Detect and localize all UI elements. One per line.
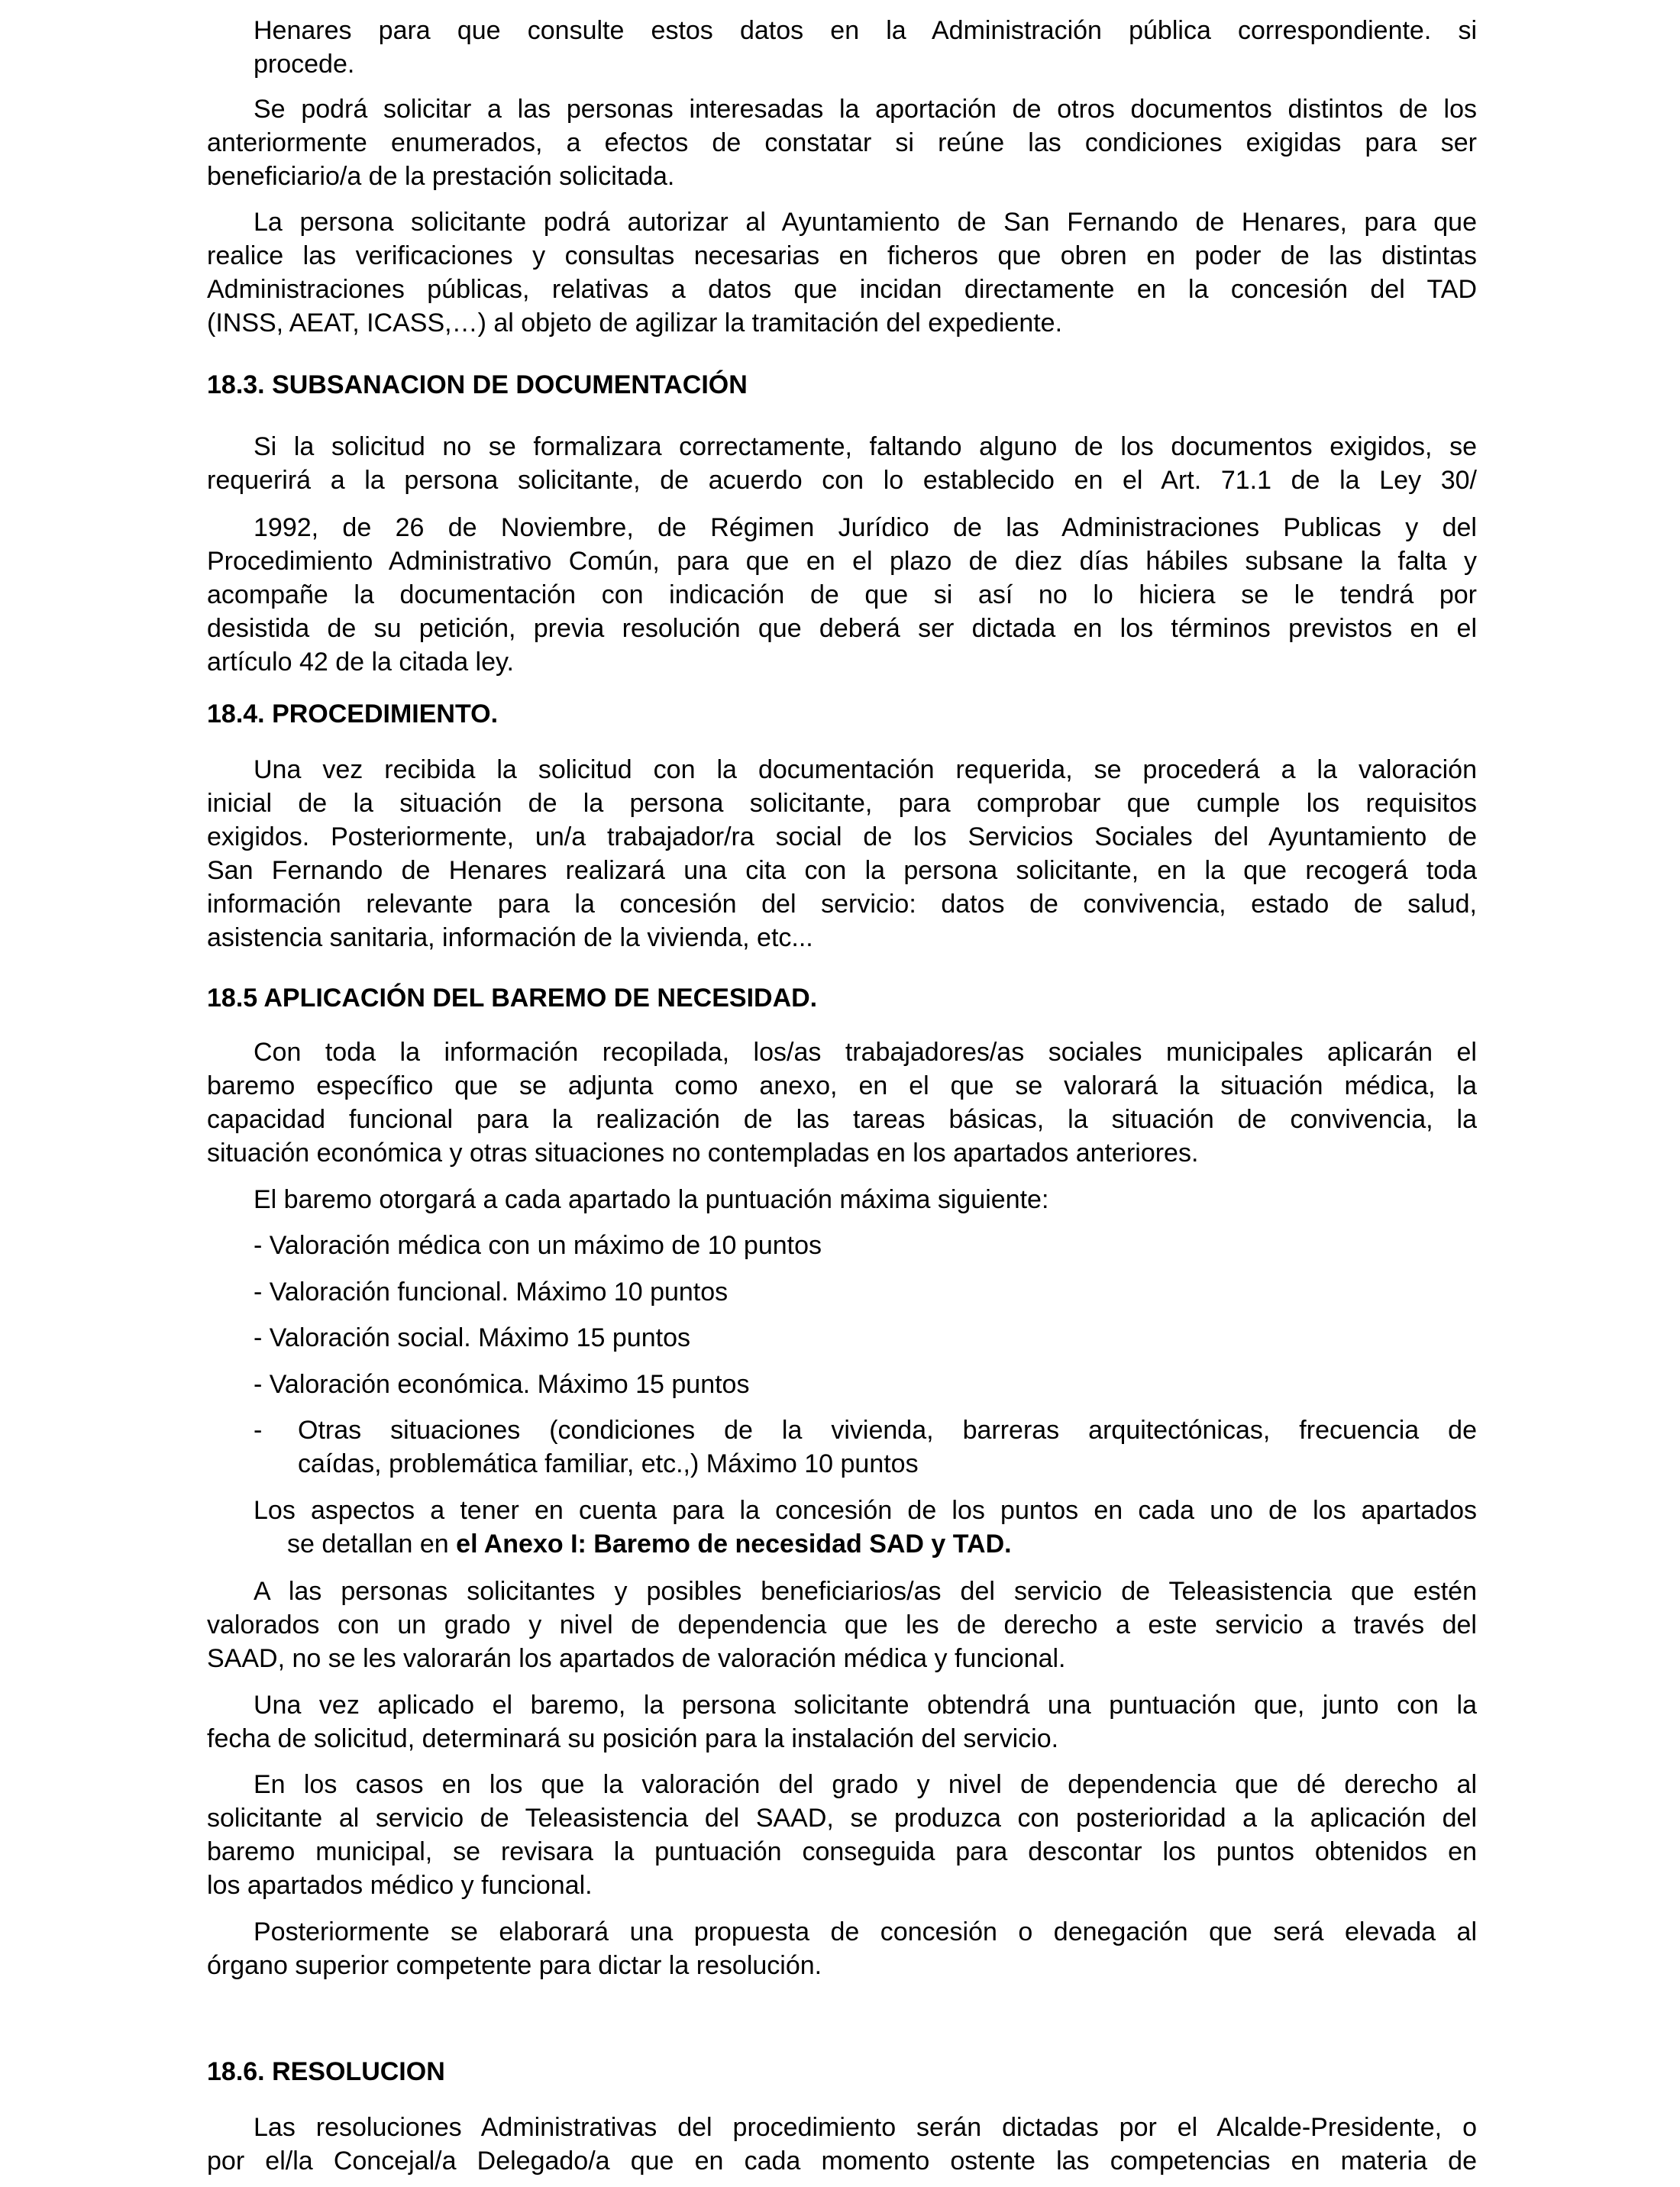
text-line: Se podrá solicitar a las personas interesadas la aportación de otros documentos distintos de los: [254, 95, 1477, 124]
paragraph-otros-documentos: [207, 92, 1477, 193]
heading-18-6: 18.6. RESOLUCION: [207, 2057, 445, 2086]
text-line: por el/la Concejal/a Delegado/a que en cada momento ostente las competencias en materia de: [207, 2147, 1477, 2176]
text-line: artículo 42 de la citada ley.: [207, 648, 514, 677]
heading-18-4: 18.4. PROCEDIMIENTO.: [207, 699, 499, 728]
list-item-otras: [298, 1413, 1477, 1481]
text-line: Una vez recibida la solicitud con la documentación requerida, se procederá a la valoración: [254, 755, 1477, 784]
text-line: inicial de la situación de la persona solicitante, para comprobar que cumple los requisitos: [207, 789, 1477, 818]
text-line: baremo municipal, se revisara la puntuación conseguida para descontar los puntos obtenidos en: [207, 1837, 1477, 1866]
text-line: órgano superior competente para dictar la resolución.: [207, 1951, 822, 1980]
text-line: Una vez aplicado el baremo, la persona solicitante obtendrá una puntuación que, junto con la: [254, 1691, 1477, 1720]
anexo-line: Los aspectos a tener en cuenta para la concesión de los puntos en cada uno de los apartados: [254, 1496, 1477, 1525]
text-line: anteriormente enumerados, a efectos de constatar si reúne las condiciones exigidas para ser: [207, 128, 1477, 157]
anexo-reference: el Anexo I: Baremo de necesidad SAD y TAD.: [456, 1530, 1012, 1559]
paragraph-puntuacion: [207, 1688, 1477, 1756]
anexo-line: [254, 1527, 1477, 1561]
list-item: - Valoración social. Máximo 15 puntos: [254, 1323, 690, 1352]
text-line: Administraciones públicas, relativas a datos que incidan directamente en la concesión del TAD: [207, 275, 1477, 304]
text-line: SAAD, no se les valorarán los apartados de valoración médica y funcional.: [207, 1644, 1066, 1673]
text-line: información relevante para la concesión del servicio: datos de convivencia, estado de salud,: [207, 890, 1477, 919]
text-line: solicitante al servicio de Teleasistencia del SAAD, se produzca con posterioridad a la aplicación del: [207, 1804, 1477, 1833]
text-line: requerirá a la persona solicitante, de acuerdo con lo establecido en el Art. 71.1 de la Ley 30/: [207, 466, 1477, 495]
paragraph-subsanacion: [207, 430, 1477, 497]
text-line: acompañe la documentación con indicación de que si así no lo hiciera se le tendrá por: [207, 580, 1477, 609]
baremo-intro: El baremo otorgará a cada apartado la puntuación máxima siguiente:: [254, 1185, 1049, 1214]
text-line: beneficiario/a de la prestación solicitada.: [207, 162, 675, 191]
text-line: los apartados médico y funcional.: [207, 1871, 593, 1900]
text-line: La persona solicitante podrá autorizar al Ayuntamiento de San Fernando de Henares, para que: [254, 208, 1477, 237]
text-line: realice las verificaciones y consultas necesarias en ficheros que obren en poder de las distintas: [207, 241, 1477, 270]
list-item: - Valoración funcional. Máximo 10 puntos: [254, 1278, 729, 1307]
heading-18-3: 18.3. SUBSANACION DE DOCUMENTACIÓN: [207, 370, 748, 399]
text-line: situación económica y otras situaciones no contempladas en los apartados anteriores.: [207, 1139, 1199, 1168]
text-line: En los casos en los que la valoración del grado y nivel de dependencia que dé derecho al: [254, 1770, 1477, 1799]
text-line: 1992, de 26 de Noviembre, de Régimen Jurídico de las Administraciones Publicas y del: [254, 513, 1477, 542]
paragraph-resolucion: [207, 2111, 1477, 2178]
text-line: A las personas solicitantes y posibles beneficiarios/as del servicio de Teleasistencia que estén: [254, 1577, 1477, 1606]
heading-18-5: 18.5 APLICACIÓN DEL BAREMO DE NECESIDAD.: [207, 984, 818, 1013]
paragraph-autorizacion: [207, 205, 1477, 340]
anexo-prefix: se detallan en: [287, 1530, 457, 1559]
list-item: - Valoración médica con un máximo de 10 puntos: [254, 1231, 822, 1260]
text-line: valorados con un grado y nivel de dependencia que les de derecho a este servicio a través del: [207, 1610, 1477, 1639]
paragraph-henares: [207, 14, 1477, 81]
paragraph-procedimiento: [207, 753, 1477, 955]
paragraph-baremo: [207, 1035, 1477, 1170]
text-line: Con toda la información recopilada, los/as trabajadores/as sociales municipales aplicarán el: [254, 1038, 1477, 1067]
paragraph-saad: [207, 1575, 1477, 1675]
text-line: Henares para que consulte estos datos en la Administración pública correspondiente. si: [254, 16, 1477, 45]
text-line: baremo específico que se adjunta como anexo, en el que se valorará la situación médica, la: [207, 1071, 1477, 1100]
text-line: capacidad funcional para la realización de las tareas básicas, la situación de convivencia, la: [207, 1105, 1477, 1134]
text-line: Las resoluciones Administrativas del procedimiento serán dictadas por el Alcalde-Presidente, o: [254, 2113, 1477, 2142]
paragraph-dependencia: [207, 1768, 1477, 1902]
list-dash: -: [254, 1416, 263, 1445]
text-line: desistida de su petición, previa resolución que deberá ser dictada en los términos previstos en el: [207, 614, 1477, 643]
paragraph-ley: [207, 511, 1477, 679]
text-line: exigidos. Posteriormente, un/a trabajador/ra social de los Servicios Sociales del Ayuntamiento de: [207, 822, 1477, 851]
text-line: Si la solicitud no se formalizara correctamente, faltando alguno de los documentos exigidos, se: [254, 432, 1477, 461]
text-line: fecha de solicitud, determinará su posición para la instalación del servicio.: [207, 1724, 1059, 1753]
text-line: Procedimiento Administrativo Común, para que en el plazo de diez días hábiles subsane la falta y: [207, 547, 1477, 576]
text-line: asistencia sanitaria, información de la vivienda, etc...: [207, 923, 813, 952]
list-line: Otras situaciones (condiciones de la vivienda, barreras arquitectónicas, frecuencia de: [298, 1416, 1477, 1445]
paragraph-propuesta: [207, 1915, 1477, 1982]
text-line: procede.: [254, 50, 355, 79]
text-line: (INSS, AEAT, ICASS,…) al objeto de agilizar la tramitación del expediente.: [207, 309, 1063, 338]
text-line: San Fernando de Henares realizará una cita con la persona solicitante, en la que recogerá toda: [207, 856, 1477, 885]
text-line: Posteriormente se elaborará una propuesta de concesión o denegación que será elevada al: [254, 1917, 1477, 1946]
list-item: - Valoración económica. Máximo 15 puntos: [254, 1370, 750, 1399]
paragraph-anexo: [254, 1494, 1477, 1561]
list-line: caídas, problemática familiar, etc.,) Máximo 10 puntos: [298, 1449, 919, 1478]
